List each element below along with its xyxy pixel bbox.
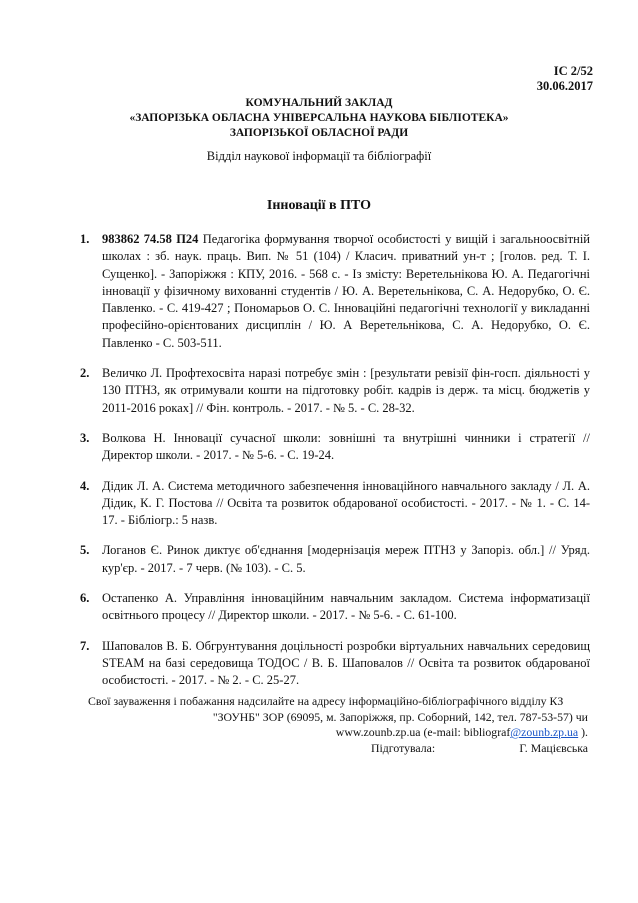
footer-line-2: "ЗОУНБ" ЗОР (69095, м. Запоріжжя, пр. Соборний, 142, тел. 787-53-57) чи [212,709,588,724]
org-line-1: КОМУНАЛЬНИЙ ЗАКЛАД [245,97,393,109]
doc-date: 30.06.2017 [536,79,593,93]
footer-website-text: www.zounb.zp.ua (e-mail: bibliograf [335,725,511,739]
list-item [80,590,590,625]
footer-line-3 [88,725,588,741]
list-item [80,638,590,690]
organization-header [0,96,638,141]
doc-code: ІС 2/52 [553,64,593,78]
entry-number: 7. [80,638,90,653]
entry-text: Величко Л. Профтехосвіта наразі потребує змін : [результати ревізії фін-госп. діяльності у 130 ПТНЗ, як отримували кошти на підготовку робіт. кадрів із держ. та місц. бюджетів у 2011-2016 роках] // Фін. контроль. - 2017. - № 5. - С. 28-32. [102,366,590,415]
org-line-2: «ЗАПОРІЗЬКА ОБЛАСНА УНІВЕРСАЛЬНА НАУКОВА БІБЛІОТЕКА» [129,112,509,124]
list-item [80,542,590,577]
list-item [80,231,590,352]
entry-text: Остапенко А. Управління інноваційним навчальним закладом. Система інформатизації освітнього процесу // Директор школи. - 2017. - № 5-6. - С. 61-100. [102,591,590,623]
prepared-by-name: Г. Мацієвська [519,740,588,755]
entry-number: 6. [80,591,90,606]
email-link[interactable]: @zounb.zp.ua [510,725,579,739]
footer-line-3-end: ). [578,725,588,739]
bibliography-list [80,231,590,703]
department-name: Відділ наукової інформації та бібліографії [206,149,432,163]
entry-number: 2. [80,366,90,381]
list-item [80,478,590,530]
footer-prepared [88,741,588,757]
entry-text: Педагогіка формування творчої особистості у вищій і загальноосвітній школах : зб. наук. праць. Вип. № 51 (104) / Класич. приватний ун-т ; [голов. ред. Т. І. Сущенко]. - Запоріжжя : КПУ, 2016. - 568 с. - Із змісту: Веретельнікова Ю. А. Педагогічні інновації у фізичному вихованні студентів / Ю. А. Веретельнікова, С. А. Недорубко, О. Є. Павленко. - С. 419-427 ; Пономарьов О. С. Інноваційні педагогічні технології у викладанні професійно-орієнтованих дисциплін / Ю. А Веретельнікова, С. А. Недорубко, О. Є. Павленко - С. 503-511. [102,232,590,350]
org-line-3: ЗАПОРІЗЬКОЇ ОБЛАСНОЇ РАДИ [229,127,409,139]
entry-text: Шаповалов В. Б. Обгрунтування доцільності розробки віртуальних навчальних середовищ STEAM на базі середовища ТОДОС / В. Б. Шаповалов // Освіта та розвиток обдарованої особистості. - 2017. - № 2. - С. 25-27. [102,638,590,688]
entry-text: Дідик Л. А. Система методичного забезпечення інноваційного навчального закладу / Л. А. Дідик, К. Г. Постова // Освіта та розвиток обдарованої особистості. - 2017. - № 1. - С. 14-17. - Бібліогр.: 5 назв. [102,478,590,528]
entry-text: Логанов Є. Ринок диктує об'єднання [модернізація мереж ПТНЗ у Запоріз. обл.] // Уряд. кур'єр. - 2017. - 7 черв. (№ 103). - С. 5. [102,543,590,575]
doc-code-block [537,64,593,94]
footer-line-1: Свої зауваження і побажання надсилайте на адресу інформаційно-бібліографічного відділу КЗ [88,694,564,708]
entry-text: Волкова Н. Інновації сучасної школи: зовнішні та внутрішні чинники і стратегії // Директор школи. - 2017. - № 5-6. - С. 19-24. [102,430,590,463]
entry-call-number: 983862 74.58 П24 [102,232,199,246]
footer-contact [88,694,588,757]
entry-number: 4. [80,478,90,493]
page-title: Інновації в ПТО [266,198,372,213]
entry-number: 5. [80,543,90,558]
entry-number: 1. [80,232,90,246]
entry-number: 3. [80,430,90,445]
list-item [80,430,590,465]
list-item [80,365,590,417]
prepared-by-label: Підготувала: [371,740,436,755]
